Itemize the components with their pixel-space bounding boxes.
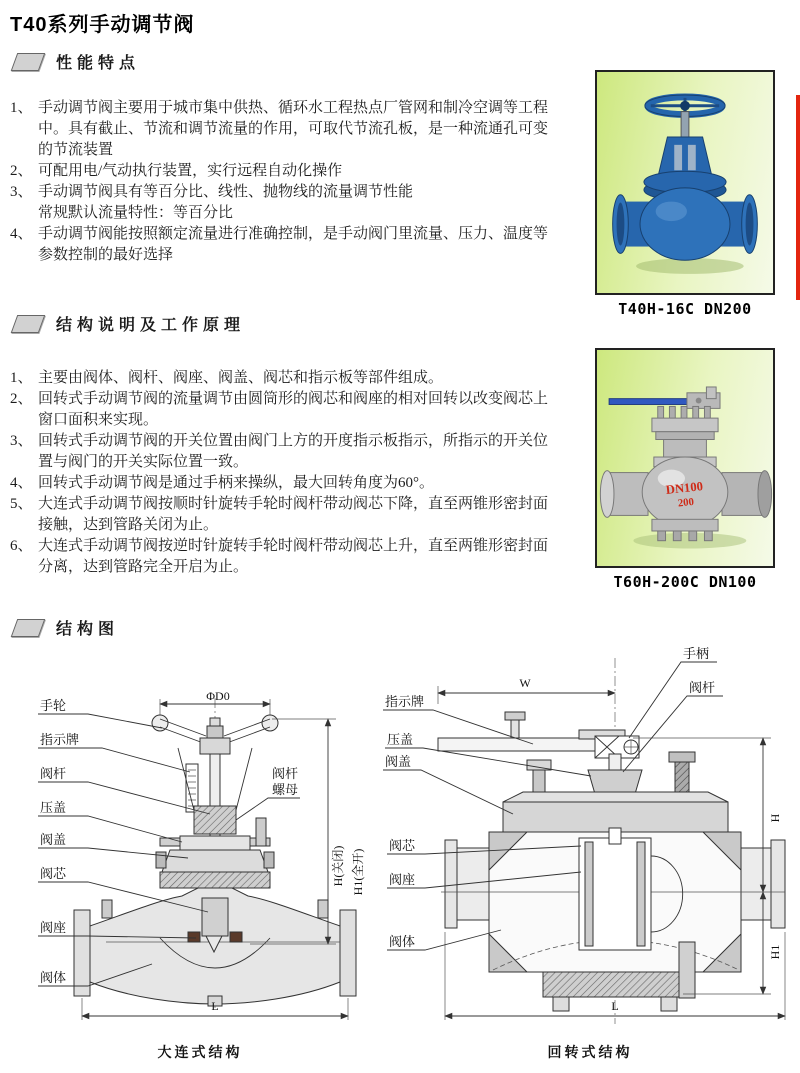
list-item-number: 3、 [10,433,33,449]
structure-list [10,368,555,578]
svg-text:200: 200 [677,495,695,510]
page-edge-red-line [796,95,800,300]
svg-text:阀座: 阀座 [40,920,67,935]
svg-text:L: L [611,999,619,1013]
svg-text:阀盖: 阀盖 [40,832,67,847]
svg-text:阀杆: 阀杆 [272,766,299,781]
list-item [10,368,555,389]
svg-text:阀杆: 阀杆 [40,766,67,781]
svg-text:H1: H1 [768,944,782,960]
parallelogram-icon [11,619,46,637]
list-item-text: 回转式手动调节阀的开关位置由阀门上方的开度指示板指示，所指示的开关位置与阀门的开关实际位置一致。 [38,433,549,470]
globe-valve-illustration [597,72,773,293]
section-heading-diagram [14,616,119,639]
parallelogram-icon [11,53,46,71]
list-item-text: 回转式手动调节阀是通过手柄来操纵，最大回转角度为60°。 [38,475,435,491]
svg-text:阀盖: 阀盖 [385,754,412,769]
photo-caption: T40H-16C DN200 [618,300,752,318]
svg-text:阀体: 阀体 [40,970,67,985]
svg-text:阀芯: 阀芯 [389,838,416,853]
svg-text:ΦD0: ΦD0 [206,689,230,703]
list-item-number: 3、 [10,184,33,200]
photo-caption: T60H-200C DN100 [613,573,757,591]
rotary-valve-illustration [597,350,773,566]
list-item-number: 2、 [10,163,33,179]
list-item-text: 大连式手动调节阀按顺时针旋转手轮时阀杆带动阀芯下降，直至两锥形密封面接触，达到管路关闭为止。 [38,496,549,533]
dim-l [82,998,348,1020]
svg-text:DN100: DN100 [665,479,704,497]
stem-nut-drawing [194,806,236,834]
part-label-bonnet [383,754,513,814]
section-heading-structure [14,312,245,335]
structure-diagram-dalian [10,686,375,1036]
list-item-text: 手动调节阀主要用于城市集中供热、循环水工程热点厂管网和制冷空调等工程中。具有截止、节流和调节流量的作用，可取代节流孔板，是一种流通孔可变的节流装置 [38,100,549,158]
product-photo-rotary-valve [595,348,775,568]
dim-w [438,676,615,704]
svg-text:H: H [768,813,782,823]
section-heading-diagram-label: 结构图 [56,621,120,638]
plug-drawing [202,898,228,936]
svg-text:手柄: 手柄 [683,646,710,661]
product-photo-globe-valve [595,70,775,295]
svg-text:W: W [519,676,531,690]
list-item-text: 回转式手动调节阀的流量调节由圆筒形的阀芯和阀座的相对回转以改变阀芯上窗口面积来实现。 [38,391,549,428]
list-item-text: 手动调节阀具有等百分比、线性、抛物线的流量调节性能 [38,184,414,200]
part-label-handwheel [38,698,162,728]
valve-lever-handle [609,387,720,408]
svg-text:指示牌: 指示牌 [40,732,80,747]
diagram-caption-dalian: 大连式结构 [157,1044,243,1060]
svg-text:压盖: 压盖 [40,800,67,815]
section-heading-features [14,50,140,73]
handwheel-drawing [152,715,278,754]
svg-text:阀体: 阀体 [389,934,416,949]
svg-text:H(关闭): H(关闭) [331,845,345,887]
structure-diagram-rotary [383,642,795,1042]
parallelogram-icon [11,315,46,333]
shadow [636,258,744,274]
svg-text:阀座: 阀座 [389,872,416,887]
gland-drawing [160,836,270,850]
list-item [10,473,555,494]
features-list [10,98,555,266]
valve-body [600,457,771,527]
page-title: T40系列手动调节阀 [10,14,195,36]
list-item-text: 主要由阀体、阀杆、阀座、阀盖、阀芯和指示板等部件组成。 [38,370,444,386]
part-label-body [387,930,501,950]
list-item-number: 4、 [10,475,33,491]
list-item [10,431,555,473]
list-item-number: 1、 [10,100,33,116]
list-item [10,182,555,203]
list-item-number: 5、 [10,496,33,512]
lever-drawing [438,712,639,758]
list-item [10,98,555,161]
list-item-text: 常规默认流量特性：等百分比 [38,205,234,221]
svg-text:阀芯: 阀芯 [40,866,67,881]
body-drawing [74,888,356,1006]
list-item [10,389,555,431]
valve-body [613,188,758,260]
section-heading-features-label: 性能特点 [56,55,141,72]
list-item-number: 4、 [10,226,33,242]
svg-text:压盖: 压盖 [387,732,414,747]
svg-text:阀杆: 阀杆 [689,680,716,695]
svg-text:螺母: 螺母 [272,782,299,797]
list-item-text: 大连式手动调节阀按逆时针旋转手轮时阀杆带动阀芯上升，直至两锥形密封面分离，达到管路完全开启为止。 [38,538,549,575]
svg-text:L: L [211,999,219,1013]
diagram-caption-rotary: 回转式结构 [547,1044,633,1060]
svg-text:指示牌: 指示牌 [385,694,425,709]
svg-text:H1(全开): H1(全开) [351,848,365,896]
svg-text:手轮: 手轮 [40,698,67,713]
list-item [10,203,555,224]
section-heading-structure-label: 结构说明及工作原理 [56,317,246,334]
list-item-text: 可配用电/气动执行装置，实行远程自动化操作 [38,163,343,179]
list-item-number: 2、 [10,391,33,407]
list-item [10,494,555,536]
list-item [10,536,555,578]
list-item [10,224,555,266]
list-item-number: 1、 [10,370,33,386]
list-item-text: 手动调节阀能按照额定流量进行准确控制，是手动阀门里流量、压力、温度等参数控制的最好选择 [38,226,549,263]
list-item-number: 6、 [10,538,33,554]
valve-bonnet [664,440,707,459]
list-item-number [10,203,38,224]
body-drawing [441,828,785,1011]
list-item [10,161,555,182]
